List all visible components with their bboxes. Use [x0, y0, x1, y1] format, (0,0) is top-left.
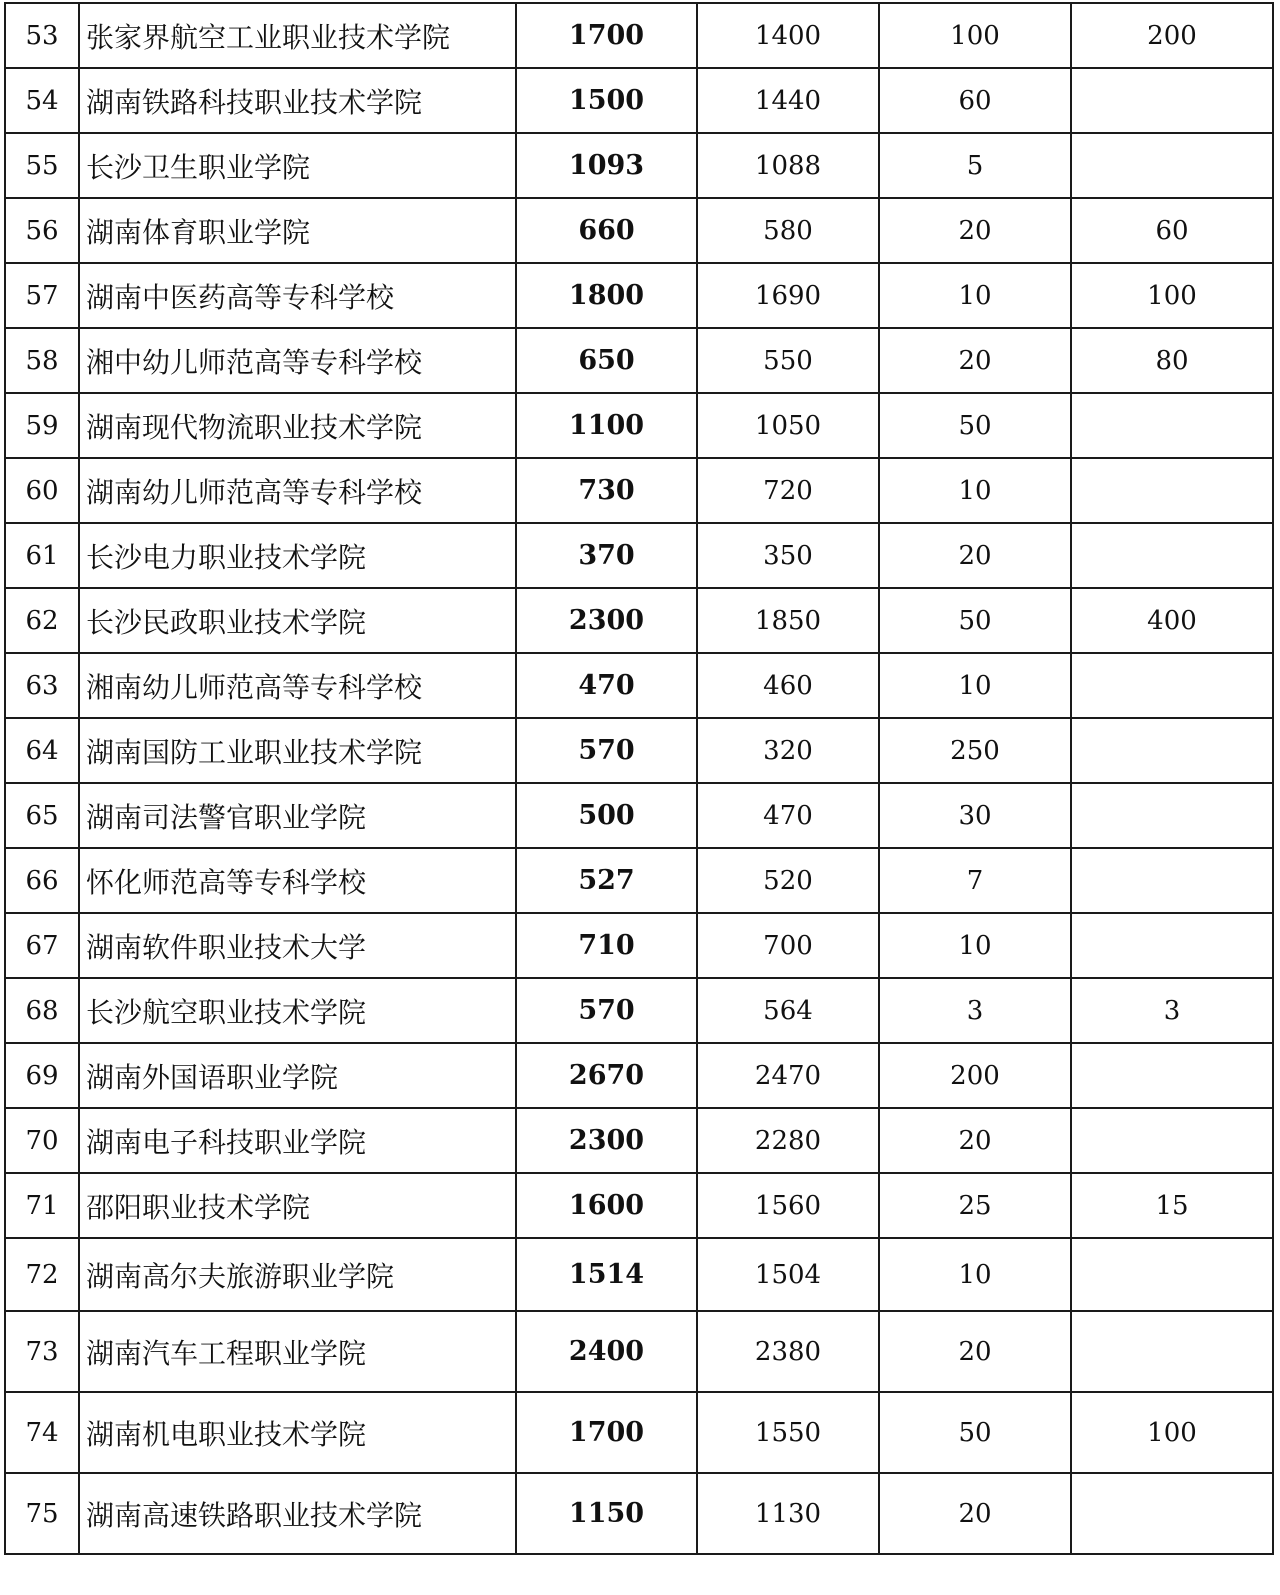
total-quota: 710 — [516, 913, 697, 978]
school-name: 湖南电子科技职业学院 — [79, 1108, 516, 1173]
quota-col-5: 100 — [1071, 263, 1273, 328]
row-number: 70 — [5, 1108, 79, 1173]
quota-col-4: 20 — [879, 1311, 1071, 1392]
row-number: 55 — [5, 133, 79, 198]
total-quota: 1093 — [516, 133, 697, 198]
row-number: 64 — [5, 718, 79, 783]
table-row — [5, 3, 1273, 68]
table-row — [5, 718, 1273, 783]
row-number: 69 — [5, 1043, 79, 1108]
quota-col-4: 50 — [879, 588, 1071, 653]
school-name: 湖南国防工业职业技术学院 — [79, 718, 516, 783]
school-name: 湖南幼儿师范高等专科学校 — [79, 458, 516, 523]
quota-col-5 — [1071, 718, 1273, 783]
quota-col-5: 3 — [1071, 978, 1273, 1043]
quota-col-5: 200 — [1071, 3, 1273, 68]
row-number: 59 — [5, 393, 79, 458]
total-quota: 370 — [516, 523, 697, 588]
quota-col-5 — [1071, 68, 1273, 133]
row-number: 71 — [5, 1173, 79, 1238]
row-number: 58 — [5, 328, 79, 393]
school-name: 湖南软件职业技术大学 — [79, 913, 516, 978]
total-quota: 1600 — [516, 1173, 697, 1238]
row-number: 53 — [5, 3, 79, 68]
quota-col-3: 1050 — [697, 393, 879, 458]
total-quota: 1500 — [516, 68, 697, 133]
quota-col-3: 564 — [697, 978, 879, 1043]
quota-col-4: 20 — [879, 1108, 1071, 1173]
quota-col-4: 5 — [879, 133, 1071, 198]
quota-col-4: 50 — [879, 393, 1071, 458]
quota-col-4: 30 — [879, 783, 1071, 848]
row-number: 60 — [5, 458, 79, 523]
quota-col-3: 550 — [697, 328, 879, 393]
row-number: 72 — [5, 1238, 79, 1311]
quota-col-5: 15 — [1071, 1173, 1273, 1238]
quota-col-4: 10 — [879, 458, 1071, 523]
school-name: 长沙民政职业技术学院 — [79, 588, 516, 653]
total-quota: 470 — [516, 653, 697, 718]
quota-col-4: 20 — [879, 523, 1071, 588]
total-quota: 660 — [516, 198, 697, 263]
table-row — [5, 1392, 1273, 1473]
school-name: 湖南现代物流职业技术学院 — [79, 393, 516, 458]
row-number: 67 — [5, 913, 79, 978]
quota-col-5: 60 — [1071, 198, 1273, 263]
quota-col-3: 460 — [697, 653, 879, 718]
quota-col-3: 2280 — [697, 1108, 879, 1173]
row-number: 75 — [5, 1473, 79, 1554]
row-number: 61 — [5, 523, 79, 588]
quota-col-3: 1400 — [697, 3, 879, 68]
quota-col-4: 10 — [879, 653, 1071, 718]
row-number: 66 — [5, 848, 79, 913]
quota-col-4: 3 — [879, 978, 1071, 1043]
total-quota: 650 — [516, 328, 697, 393]
quota-col-3: 1560 — [697, 1173, 879, 1238]
quota-col-3: 720 — [697, 458, 879, 523]
quota-col-3: 1440 — [697, 68, 879, 133]
total-quota: 500 — [516, 783, 697, 848]
school-name: 湘中幼儿师范高等专科学校 — [79, 328, 516, 393]
quota-col-5: 400 — [1071, 588, 1273, 653]
quota-col-3: 320 — [697, 718, 879, 783]
total-quota: 2300 — [516, 1108, 697, 1173]
school-name: 湖南司法警官职业学院 — [79, 783, 516, 848]
table-row — [5, 653, 1273, 718]
school-name: 湘南幼儿师范高等专科学校 — [79, 653, 516, 718]
total-quota: 1100 — [516, 393, 697, 458]
quota-col-5 — [1071, 913, 1273, 978]
table-row — [5, 133, 1273, 198]
quota-col-3: 1690 — [697, 263, 879, 328]
school-name: 湖南中医药高等专科学校 — [79, 263, 516, 328]
quota-col-4: 25 — [879, 1173, 1071, 1238]
quota-col-3: 700 — [697, 913, 879, 978]
quota-col-5 — [1071, 458, 1273, 523]
quota-col-5 — [1071, 1473, 1273, 1554]
quota-col-4: 200 — [879, 1043, 1071, 1108]
quota-col-4: 100 — [879, 3, 1071, 68]
quota-col-3: 1504 — [697, 1238, 879, 1311]
quota-col-5 — [1071, 523, 1273, 588]
table-body — [5, 3, 1273, 1554]
table-row — [5, 783, 1273, 848]
quota-col-4: 60 — [879, 68, 1071, 133]
total-quota: 730 — [516, 458, 697, 523]
row-number: 62 — [5, 588, 79, 653]
table-row — [5, 523, 1273, 588]
quota-col-5 — [1071, 1311, 1273, 1392]
table-row — [5, 68, 1273, 133]
table-row — [5, 328, 1273, 393]
quota-col-4: 10 — [879, 1238, 1071, 1311]
table-row — [5, 263, 1273, 328]
total-quota: 1514 — [516, 1238, 697, 1311]
table-row — [5, 588, 1273, 653]
row-number: 65 — [5, 783, 79, 848]
quota-col-4: 7 — [879, 848, 1071, 913]
table-row — [5, 198, 1273, 263]
school-name: 张家界航空工业职业技术学院 — [79, 3, 516, 68]
quota-col-3: 350 — [697, 523, 879, 588]
table-row — [5, 1043, 1273, 1108]
row-number: 73 — [5, 1311, 79, 1392]
quota-col-5 — [1071, 133, 1273, 198]
table-row — [5, 1238, 1273, 1311]
school-name: 湖南体育职业学院 — [79, 198, 516, 263]
school-name: 湖南高速铁路职业技术学院 — [79, 1473, 516, 1554]
total-quota: 1700 — [516, 1392, 697, 1473]
quota-col-5 — [1071, 653, 1273, 718]
quota-col-5 — [1071, 848, 1273, 913]
school-name: 湖南汽车工程职业学院 — [79, 1311, 516, 1392]
enrollment-table — [4, 2, 1274, 1555]
school-name: 长沙卫生职业学院 — [79, 133, 516, 198]
quota-col-3: 1088 — [697, 133, 879, 198]
quota-col-5: 100 — [1071, 1392, 1273, 1473]
school-name: 湖南高尔夫旅游职业学院 — [79, 1238, 516, 1311]
table-row — [5, 458, 1273, 523]
table-row — [5, 848, 1273, 913]
quota-col-3: 2380 — [697, 1311, 879, 1392]
quota-col-4: 20 — [879, 328, 1071, 393]
row-number: 63 — [5, 653, 79, 718]
total-quota: 2300 — [516, 588, 697, 653]
quota-col-4: 20 — [879, 198, 1071, 263]
school-name: 怀化师范高等专科学校 — [79, 848, 516, 913]
school-name: 长沙航空职业技术学院 — [79, 978, 516, 1043]
quota-col-3: 1550 — [697, 1392, 879, 1473]
quota-col-5 — [1071, 1108, 1273, 1173]
school-name: 长沙电力职业技术学院 — [79, 523, 516, 588]
total-quota: 1700 — [516, 3, 697, 68]
quota-col-4: 10 — [879, 913, 1071, 978]
total-quota: 570 — [516, 978, 697, 1043]
school-name: 湖南外国语职业学院 — [79, 1043, 516, 1108]
school-name: 湖南铁路科技职业技术学院 — [79, 68, 516, 133]
total-quota: 1800 — [516, 263, 697, 328]
school-name: 邵阳职业技术学院 — [79, 1173, 516, 1238]
quota-col-5 — [1071, 1043, 1273, 1108]
quota-col-5: 80 — [1071, 328, 1273, 393]
quota-col-3: 1130 — [697, 1473, 879, 1554]
table-row — [5, 1473, 1273, 1554]
quota-col-3: 2470 — [697, 1043, 879, 1108]
total-quota: 2670 — [516, 1043, 697, 1108]
quota-col-4: 20 — [879, 1473, 1071, 1554]
quota-col-3: 470 — [697, 783, 879, 848]
quota-col-5 — [1071, 1238, 1273, 1311]
quota-col-5 — [1071, 783, 1273, 848]
table-row — [5, 1173, 1273, 1238]
school-name: 湖南机电职业技术学院 — [79, 1392, 516, 1473]
total-quota: 570 — [516, 718, 697, 783]
row-number: 56 — [5, 198, 79, 263]
table-row — [5, 393, 1273, 458]
table-row — [5, 913, 1273, 978]
quota-col-3: 1850 — [697, 588, 879, 653]
total-quota: 2400 — [516, 1311, 697, 1392]
row-number: 68 — [5, 978, 79, 1043]
total-quota: 527 — [516, 848, 697, 913]
quota-col-3: 520 — [697, 848, 879, 913]
quota-col-4: 10 — [879, 263, 1071, 328]
table-row — [5, 978, 1273, 1043]
row-number: 57 — [5, 263, 79, 328]
table-row — [5, 1311, 1273, 1392]
quota-col-4: 50 — [879, 1392, 1071, 1473]
total-quota: 1150 — [516, 1473, 697, 1554]
quota-col-3: 580 — [697, 198, 879, 263]
quota-col-4: 250 — [879, 718, 1071, 783]
quota-col-5 — [1071, 393, 1273, 458]
row-number: 74 — [5, 1392, 79, 1473]
row-number: 54 — [5, 68, 79, 133]
table-row — [5, 1108, 1273, 1173]
